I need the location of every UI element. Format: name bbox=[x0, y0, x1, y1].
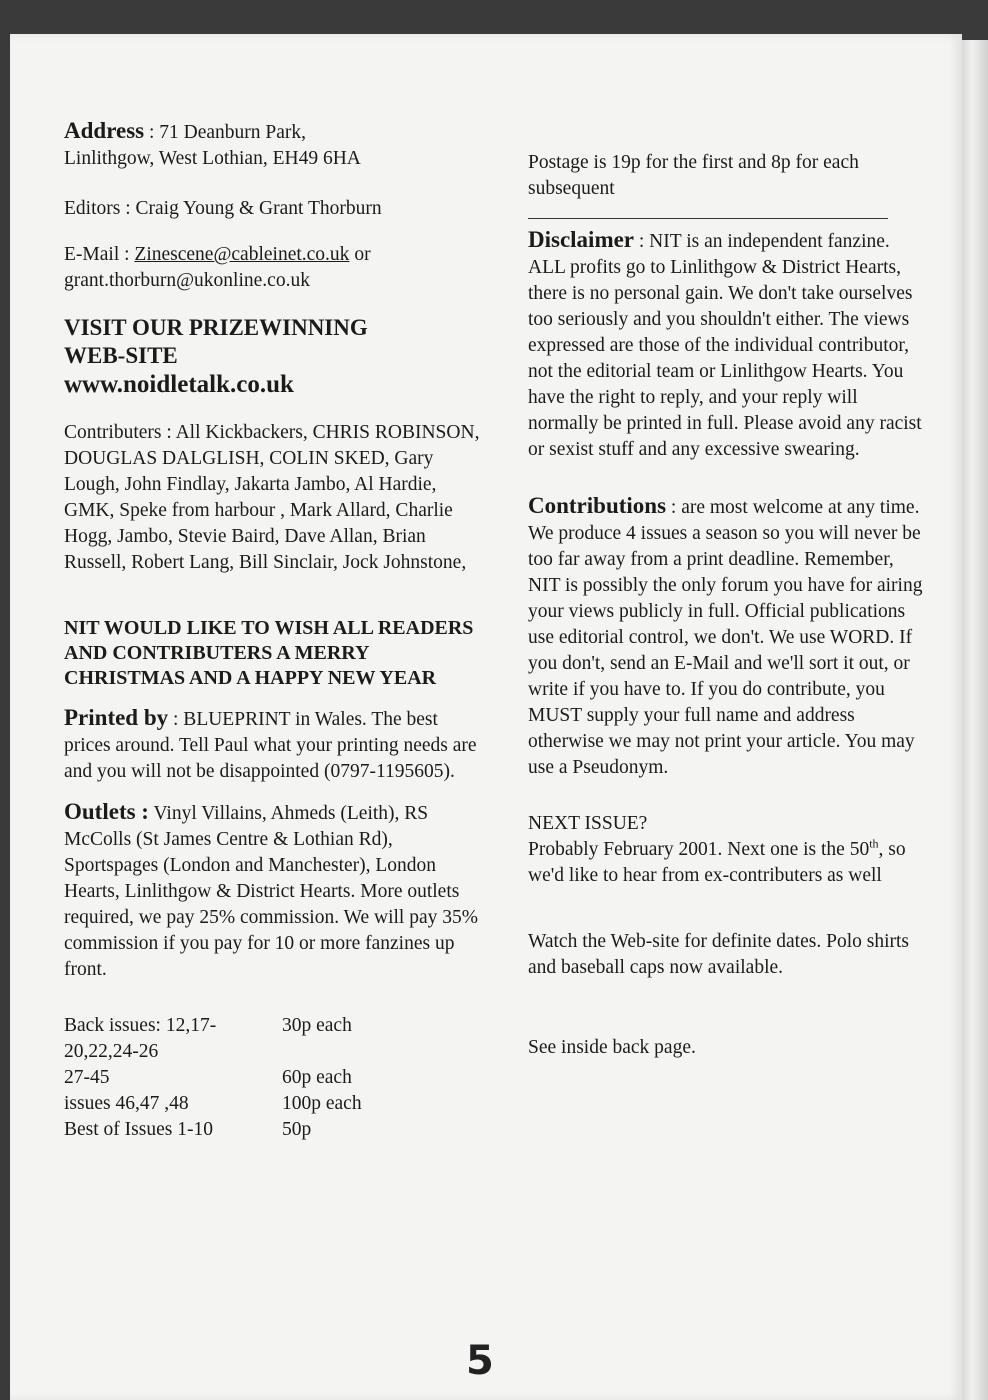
email-or: or bbox=[349, 244, 371, 265]
watch-website: Watch the Web-site for definite dates. Polo shirts and baseball caps now available. bbox=[528, 931, 909, 978]
next-issue-heading: NEXT ISSUE? bbox=[528, 813, 648, 834]
website-link[interactable]: www.noidletalk.co.uk bbox=[64, 371, 294, 398]
issues-cell: issues 46,47 ,48 bbox=[64, 1093, 189, 1114]
xmas-greeting: NIT WOULD LIKE TO WISH ALL READERS AND CONTRIBUTERS A MERRY CHRISTMAS AND A HAPPY NEW YEAR bbox=[64, 617, 474, 689]
price-cell: 50p bbox=[282, 1119, 312, 1140]
price-cell: 100p each bbox=[282, 1093, 362, 1114]
address-line2: Linlithgow, West Lothian, EH49 6HA bbox=[64, 148, 361, 169]
page-edge bbox=[962, 40, 988, 1400]
disclaimer bbox=[528, 227, 928, 463]
contributions-text: : are most welcome at any time. We produce 4 issues a season so you will never be too far away from a print deadline. Remember, NIT is possibly the only forum you have for airing your views publicly in full. Official publications use editorial control, we don't. We use WORD. If you don't, send an E-Mail and we'll sort it out, or write if you have to. If you do contribute, you MUST supply your full name and address otherwise we may not print your article. You may use a Pseudonym. bbox=[528, 497, 923, 778]
outlets bbox=[64, 799, 484, 983]
table-row bbox=[64, 1091, 362, 1117]
issues-cell: 27-45 bbox=[64, 1067, 110, 1088]
email-prefix: E-Mail : bbox=[64, 244, 135, 265]
left-column bbox=[64, 118, 484, 1143]
address-label: Address bbox=[64, 118, 145, 143]
next-issue-text bbox=[528, 837, 928, 889]
page-number: 5 bbox=[466, 1338, 494, 1384]
contributions bbox=[528, 493, 928, 781]
contributors-list: Contributers : All Kickbackers, CHRIS ROBINSON, DOUGLAS DALGLISH, COLIN SKED, Gary Lough, John Findlay, Jakarta Jambo, Al Hardie, GMK, Speke from harbour , Mark Allard, Charlie Hogg, Jambo, Stevie Baird, Dave Allan, Brian Russell, Robert Lang, Bill Sinclair, Jock Johnstone, bbox=[64, 422, 480, 573]
table-row bbox=[64, 1117, 362, 1143]
disclaimer-label: Disclaimer bbox=[528, 227, 635, 252]
editors: Editors : Craig Young & Grant Thorburn bbox=[64, 198, 382, 219]
visit-heading-2: WEB-SITE bbox=[64, 343, 178, 368]
next-issue-sup: th bbox=[869, 836, 879, 851]
table-row bbox=[64, 1013, 362, 1065]
see-inside: See inside back page. bbox=[528, 1037, 696, 1058]
table-row bbox=[64, 1065, 362, 1091]
outlets-text: Vinyl Villains, Ahmeds (Leith), RS McColls (St James Centre & Lothian Rd), Sportspages (London and Manchester), London Hearts, Linlithgow & District Hearts. More outlets required, we pay 25% commission. We will pay 35% commission if you pay for 10 or more fanzines up front. bbox=[64, 803, 478, 980]
visit-heading-1: VISIT OUR PRIZEWINNING bbox=[64, 315, 368, 340]
contributions-label: Contributions bbox=[528, 493, 667, 518]
divider bbox=[528, 218, 888, 219]
next-issue-text-a: Probably February 2001. Next one is the 50 bbox=[528, 839, 870, 860]
right-column bbox=[528, 150, 928, 1061]
address bbox=[64, 118, 484, 146]
printed-text: : BLUEPRINT in Wales. The best prices around. Tell Paul what your printing needs are and you will not be disappointed (0797-1195605). bbox=[64, 709, 477, 782]
email-line bbox=[64, 242, 484, 268]
address-text: : 71 Deanburn Park, bbox=[144, 122, 307, 143]
back-issues-table bbox=[64, 1013, 362, 1143]
next-issue-text-b: , so we'd like to hear from ex-contributers as well bbox=[528, 839, 906, 886]
price-cell: 60p each bbox=[282, 1067, 352, 1088]
price-cell: 30p each bbox=[282, 1015, 352, 1036]
printed-by bbox=[64, 705, 484, 785]
issues-cell: Back issues: 12,17-20,22,24-26 bbox=[64, 1015, 217, 1062]
email-link-1[interactable]: Zinescene@cableinet.co.uk bbox=[134, 244, 350, 265]
issues-cell: Best of Issues 1-10 bbox=[64, 1119, 213, 1140]
outlets-label: Outlets : bbox=[64, 799, 149, 824]
postage: Postage is 19p for the first and 8p for each subsequent bbox=[528, 152, 859, 199]
email-link-2[interactable]: grant.thorburn@ukonline.co.uk bbox=[64, 270, 310, 291]
printed-label: Printed by bbox=[64, 705, 169, 730]
disclaimer-text: : NIT is an independent fanzine. ALL profits go to Linlithgow & District Hearts, there is no personal gain. We don't take ourselves too seriously and you shouldn't either. The views expressed are those of the individual contributor, not the editorial team or Linlithgow Hearts. You have the right to reply, and your reply will normally be printed in full. Please avoid any racist or sexist stuff and any excessive swearing. bbox=[528, 231, 922, 460]
